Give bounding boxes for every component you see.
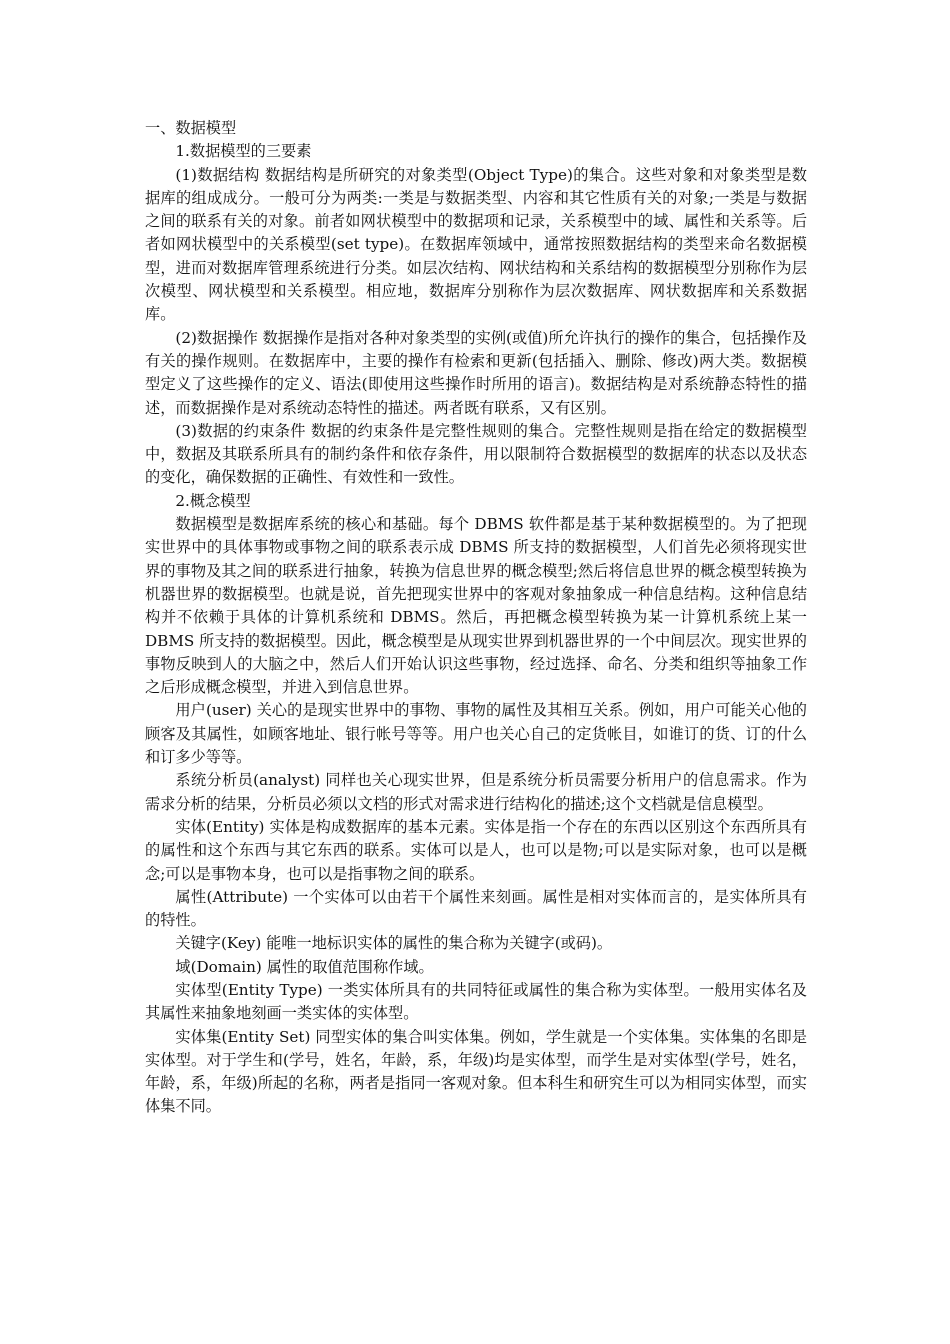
paragraph-analyst: 系统分析员(analyst) 同样也关心现实世界，但是系统分析员需要分析用户的信息需求。作为需求分析的结果，分析员必须以文档的形式对需求进行结构化的描述;这个文档就是信息模型。 xyxy=(145,771,807,813)
subheading-conceptual-model: 2.概念模型 xyxy=(175,491,251,510)
paragraph-constraints: (3)数据的约束条件 数据的约束条件是完整性规则的集合。完整性规则是指在给定的数据模型中，数据及其联系所具有的制约条件和依存条件，用以限制符合数据模型的数据库的状态以及状态的变化，确保数据的正确性、有效性和一致性。 xyxy=(145,421,807,487)
document-body xyxy=(145,117,807,1119)
paragraph-data-structure: (1)数据结构 数据结构是所研究的对象类型(Object Type)的集合。这些对象和对象类型是数据库的组成成分。一般可分为两类:一类是与数据类型、内容和其它性质有关的对象;一类是与数据之间的联系有关的对象。前者如网状模型中的数据项和记录，关系模型中的域、属性和关系等。后者如网状模型中的关系模型(set type)。在数据库领域中，通常按照数据结构的类型来命名数据模型，进而对数据库管理系统进行分类。如层次结构、网状结构和关系结构的数据模型分别称作为层次模型、网状模型和关系模型。相应地，数据库分别称作为层次数据库、网状数据库和关系数据库。 xyxy=(145,165,807,324)
section-title: 一、数据模型 xyxy=(145,119,237,137)
paragraph-conceptual-model: 数据模型是数据库系统的核心和基础。每个 DBMS 软件都是基于某种数据模型的。为了把现实世界中的具体事物或事物之间的联系表示成 DBMS 所支持的数据模型，人们首先必须将现实世界的事物及其之间的联系进行抽象，转换为信息世界的概念模型;然后将信息世界的概念模型转换为机器世界的数据模型。也就是说，首先把现实世界中的客观对象抽象成一种信息结构。这种信息结构并不依赖于具体的计算机系统和 DBMS。然后，再把概念模型转换为某一计算机系统上某一 DBMS 所支持的数据模型。因此，概念模型是从现实世界到机器世界的一个中间层次。现实世界的事物反映到人的大脑之中，然后人们开始认识这些事物，经过选择、命名、分类和组织等抽象工作之后形成概念模型，并进入到信息世界。 xyxy=(145,515,807,697)
paragraph-entity-set: 实体集(Entity Set) 同型实体的集合叫实体集。例如，学生就是一个实体集。实体集的名即是实体型。对于学生和(学号，姓名，年龄，系，年级)均是实体型，而学生是对实体型(学号，姓名，年龄，系，年级)所起的名称，两者是指同一客观对象。但本科生和研究生可以为相同实体型，而实体集不同。 xyxy=(145,1027,807,1116)
paragraph-domain: 域(Domain) 属性的取值范围称作域。 xyxy=(175,957,434,976)
paragraph-key: 关键字(Key) 能唯一地标识实体的属性的集合称为关键字(或码)。 xyxy=(175,934,613,953)
paragraph-attribute: 属性(Attribute) 一个实体可以由若干个属性来刻画。属性是相对实体而言的，是实体所具有的特性。 xyxy=(145,887,807,930)
paragraph-user: 用户(user) 关心的是现实世界中的事物、事物的属性及其相互关系。例如，用户可能关心他的顾客及其属性，如顾客地址、银行帐号等等。用户也关心自己的定货帐目，如谁订的货、订的什么和订多少等等。 xyxy=(145,701,807,767)
subheading-three-elements: 1.数据模型的三要素 xyxy=(175,142,312,161)
paragraph-entity: 实体(Entity) 实体是构成数据库的基本元素。实体是指一个存在的东西以区别这个东西所具有的属性和这个东西与其它东西的联系。实体可以是人，也可以是物;可以是实际对象，也可以是概念;可以是事物本身，也可以是指事物之间的联系。 xyxy=(145,817,807,883)
paragraph-data-operation: (2)数据操作 数据操作是指对各种对象类型的实例(或值)所允许执行的操作的集合，包括操作及有关的操作规则。在数据库中，主要的操作有检索和更新(包括插入、删除、修改)两大类。数据模型定义了这些操作的定义、语法(即使用这些操作时所用的语言)。数据结构是对系统静态特性的描述，而数据操作是对系统动态特性的描述。两者既有联系，又有区别。 xyxy=(145,328,807,417)
paragraph-entity-type: 实体型(Entity Type) 一类实体所具有的共同特征或属性的集合称为实体型。一般用实体名及其属性来抽象地刻画一类实体的实体型。 xyxy=(145,980,807,1023)
